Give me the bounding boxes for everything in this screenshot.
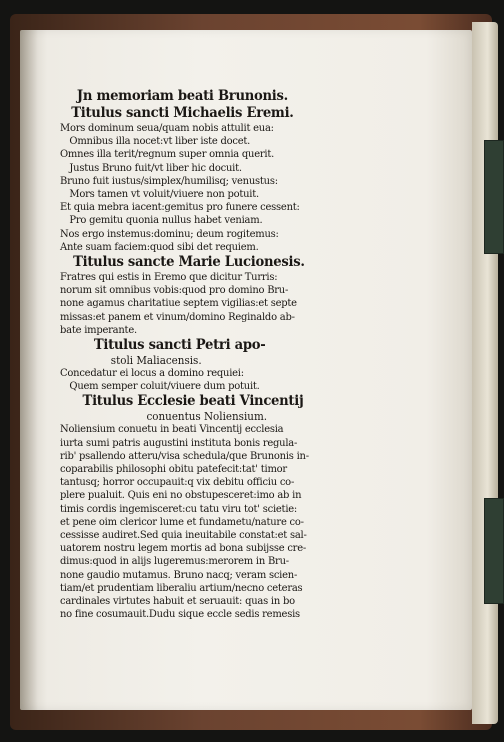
page-heading: Jn memoriam beati Brunonis. xyxy=(76,88,288,104)
text-line: Mors dominum seua/quam nobis attulit eua: xyxy=(60,122,274,134)
section-subtitle: conuentus Noliensium. xyxy=(146,410,268,424)
section-petri xyxy=(60,337,306,393)
text-line: Fratres qui estis in Eremo que dicitur Turris: xyxy=(60,271,278,284)
text-line: bate imperante. xyxy=(60,323,137,336)
text-line: Quem semper coluit/viuere dum potuit. xyxy=(69,380,260,393)
text-line: uatorem nostru legem mortis ad bona subijsse cre- xyxy=(60,542,306,555)
text-line: Omnibus illa nocet:vt liber iste docet. xyxy=(69,135,251,148)
text-line: Mors tamen vt voluit/viuere non potuit. xyxy=(69,188,259,201)
text-line: Justus Bruno fuit/vt liber hic docuit. xyxy=(69,161,242,174)
section-title: Titulus sancti Petri apo- xyxy=(93,337,266,354)
text-line: none agamus charitatiue septem vigilias:et septe xyxy=(60,297,297,310)
page-text xyxy=(60,88,309,622)
text-line: none gaudio mutamus. Bruno nacq; veram scien- xyxy=(60,568,298,581)
text-line: iurta sumi patris augustini instituta bonis regula- xyxy=(60,436,298,449)
section-title: Titulus Ecclesie beati Vincentij xyxy=(82,393,304,410)
text-line: tiam/et prudentiam liberaliu artium/necno ceteras xyxy=(60,581,303,594)
section-title: Titulus sancte Marie Lucionesis. xyxy=(73,254,305,271)
text-line: Omnes illa terit/regnum super omnia querit. xyxy=(60,148,275,161)
section-subtitle: stoli Maliacensis. xyxy=(110,354,202,368)
text-line: Et quia mebra iacent:gemitus pro funere cessent: xyxy=(60,201,300,214)
section-marie xyxy=(60,254,306,337)
text-line: Bruno fuit iustus/simplex/humilisq; venustus: xyxy=(60,174,278,187)
text-line: cessisse audiret.Sed quia ineuitabile constat:et sal- xyxy=(60,529,307,542)
text-line: dimus:quod in alijs lugeremus:merorem in Bru- xyxy=(60,555,289,568)
text-line: Concedatur ei locus a domino requiei: xyxy=(60,367,244,380)
text-line: timis cordis ingemisceret:cu tatu viru tot' scietie: xyxy=(60,502,298,515)
text-line: Pro gemitu quonia nullus habet veniam. xyxy=(69,214,263,227)
text-line: norum sit omnibus vobis:quod pro domino Bru- xyxy=(60,284,289,297)
section-michaelis xyxy=(60,105,306,254)
text-line: Ante suam faciem:quod sibi det requiem. xyxy=(60,240,259,253)
section-title: Titulus sancti Michaelis Eremi. xyxy=(71,105,294,121)
text-line: rib' psallendo atteru/visa schedula/que Brunonis in- xyxy=(60,449,309,462)
page-edges xyxy=(472,22,498,724)
text-line: et pene oim clericor lume et fundametu/nature co- xyxy=(60,515,304,528)
text-line: coparabilis philosophi obitu patefecit:tat' timor xyxy=(60,463,287,476)
text-line: cardinales virtutes habuit et seruauit: quas in bo xyxy=(60,595,295,608)
text-line: no fine cosumauit.Dudu sique eccle sedis remesis xyxy=(60,608,300,621)
text-line: plere pualuit. Quis eni no obstupesceret:imo ab in xyxy=(60,489,302,502)
clasp-strap-upper xyxy=(484,140,504,254)
section-vincentij xyxy=(60,393,309,621)
text-line: tantusq; horror occupauit:q vix debitu officiu co- xyxy=(60,476,295,489)
text-line: missas:et panem et vinum/domino Reginaldo ab- xyxy=(60,310,295,323)
page-gutter-shadow xyxy=(20,30,38,710)
text-line: Noliensium conuetu in beati Vincentij ecclesia xyxy=(60,423,284,436)
clasp-strap-lower xyxy=(484,498,504,604)
text-line: Nos ergo instemus:dominu; deum rogitemus: xyxy=(60,227,279,240)
